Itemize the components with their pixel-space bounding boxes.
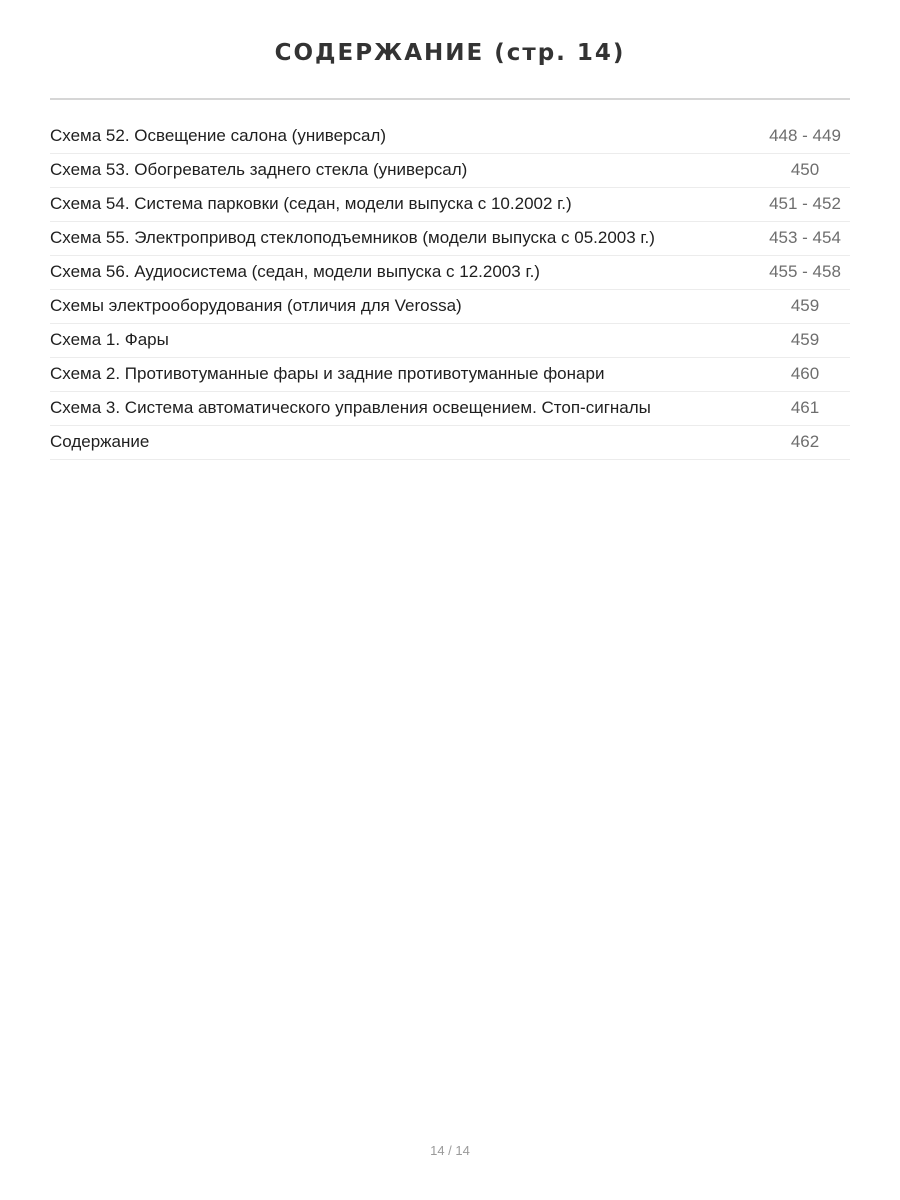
page-title: СОДЕРЖАНИЕ (стр. 14) [274, 40, 626, 66]
toc-entry-title[interactable]: Схема 52. Освещение салона (универсал) [50, 126, 387, 145]
toc-entry[interactable] [50, 324, 850, 358]
toc-entry-title[interactable]: Схема 55. Электропривод стеклоподъемников (модели выпуска с 05.2003 г.) [50, 228, 655, 247]
toc-entry-pages: 453 - 454 [769, 228, 841, 247]
toc-entry-title[interactable]: Схема 54. Система парковки (седан, модели выпуска с 10.2002 г.) [50, 194, 572, 213]
toc-entry[interactable] [50, 120, 850, 154]
toc-entry[interactable] [50, 290, 850, 324]
toc-entry[interactable] [50, 426, 850, 460]
toc-entry-pages: 450 [790, 160, 820, 179]
toc-entry[interactable] [50, 358, 850, 392]
toc-entry[interactable] [50, 188, 850, 222]
toc-entry[interactable] [50, 222, 850, 256]
toc-list [50, 120, 850, 460]
toc-entry-title[interactable]: Схема 1. Фары [50, 330, 169, 349]
toc-entry-title[interactable]: Схема 2. Противотуманные фары и задние противотуманные фонари [50, 364, 605, 383]
toc-entry[interactable] [50, 154, 850, 188]
toc-entry-pages: 462 [790, 432, 820, 451]
toc-entry-title[interactable]: Схемы электрооборудования (отличия для Verossa) [50, 296, 462, 315]
toc-entry-pages: 448 - 449 [769, 126, 841, 145]
toc-entry-title[interactable]: Схема 56. Аудиосистема (седан, модели выпуска с 12.2003 г.) [50, 262, 540, 281]
toc-entry[interactable] [50, 392, 850, 426]
page-number-indicator: 14 / 14 [430, 1143, 470, 1158]
toc-entry-pages: 455 - 458 [769, 262, 841, 281]
toc-entry-title[interactable]: Содержание [50, 432, 150, 451]
title-divider [50, 98, 850, 100]
toc-entry-pages: 460 [790, 364, 820, 383]
toc-entry-pages: 459 [790, 330, 820, 349]
toc-entry-pages: 461 [790, 398, 820, 417]
toc-entry-title[interactable]: Схема 53. Обогреватель заднего стекла (универсал) [50, 160, 468, 179]
toc-entry-pages: 451 - 452 [769, 194, 841, 213]
toc-entry[interactable] [50, 256, 850, 290]
toc-entry-title[interactable]: Схема 3. Система автоматического управления освещением. Стоп-сигналы [50, 398, 651, 417]
toc-entry-pages: 459 [790, 296, 820, 315]
